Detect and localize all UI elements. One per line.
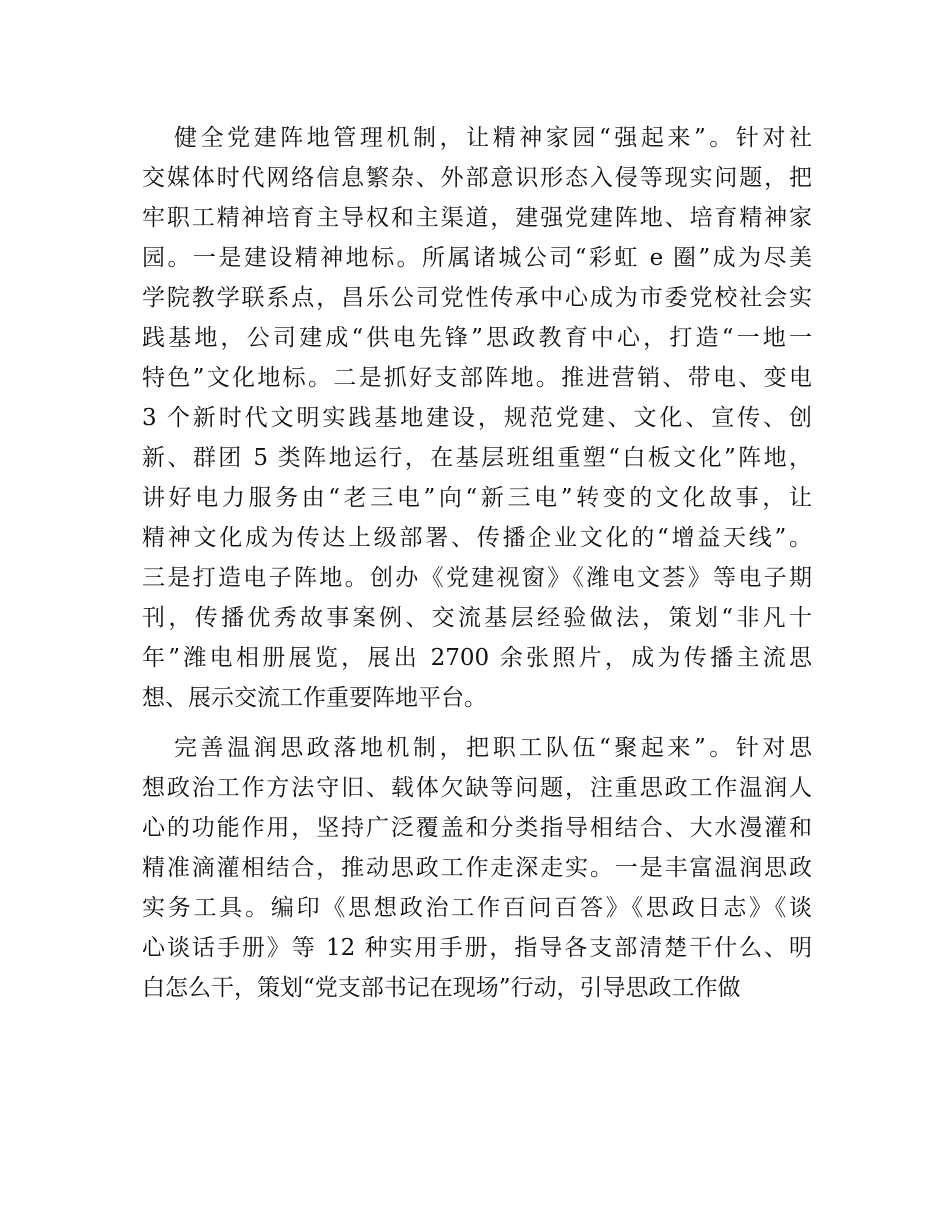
text-line: 交媒体时代网络信息繁杂、外部意识形态入侵等现实问题，把 xyxy=(142,165,812,191)
document-body xyxy=(142,118,812,1008)
text-line: 特色”文化地标。二是抓好支部阵地。推进营销、带电、变电 xyxy=(142,365,812,391)
text-line: 学院教学联系点，昌乐公司党性传承中心成为市委党校社会实 xyxy=(142,285,812,311)
text-line: 精准滴灌相结合，推动思政工作走深走实。一是丰富温润思政 xyxy=(142,855,812,881)
text-line: 新、群团 5 类阵地运行，在基层班组重塑“白板文化”阵地， xyxy=(142,445,812,471)
text-line: 践基地，公司建成“供电先锋”思政教育中心，打造“一地一 xyxy=(142,325,812,351)
text-line: 刊，传播优秀故事案例、交流基层经验做法，策划“非凡十 xyxy=(142,605,812,631)
text-line: 园。一是建设精神地标。所属诸城公司“彩虹 e 圈”成为尽美 xyxy=(142,245,812,271)
text-line: 3 个新时代文明实践基地建设，规范党建、文化、宣传、创 xyxy=(142,405,812,431)
text-line: 想、展示交流工作重要阵地平台。 xyxy=(142,685,487,711)
text-line: 实务工具。编印《思想政治工作百问百答》《思政日志》《谈 xyxy=(142,895,812,921)
text-line: 健全党建阵地管理机制，让精神家园“强起来”。针对社 xyxy=(174,125,812,151)
paragraph xyxy=(142,118,812,718)
text-line: 讲好电力服务由“老三电”向“新三电”转变的文化故事，让 xyxy=(142,485,812,511)
text-line: 精神文化成为传达上级部署、传播企业文化的“增益天线”。 xyxy=(142,525,812,551)
text-line: 三是打造电子阵地。创办《党建视窗》《潍电文荟》等电子期 xyxy=(142,565,812,591)
text-line: 牢职工精神培育主导权和主渠道，建强党建阵地、培育精神家 xyxy=(142,205,812,231)
text-line: 年”潍电相册展览，展出 2700 余张照片，成为传播主流思 xyxy=(142,645,812,671)
text-line: 完善温润思政落地机制，把职工队伍“聚起来”。针对思 xyxy=(174,735,812,761)
text-line: 想政治工作方法守旧、载体欠缺等问题，注重思政工作温润人 xyxy=(142,775,812,801)
text-line: 心谈话手册》等 12 种实用手册，指导各支部清楚干什么、明 xyxy=(142,935,812,961)
paragraph xyxy=(142,728,812,1008)
text-line: 白怎么干，策划“党支部书记在现场”行动，引导思政工作做 xyxy=(142,975,741,1001)
text-line: 心的功能作用，坚持广泛覆盖和分类指导相结合、大水漫灌和 xyxy=(142,815,812,841)
